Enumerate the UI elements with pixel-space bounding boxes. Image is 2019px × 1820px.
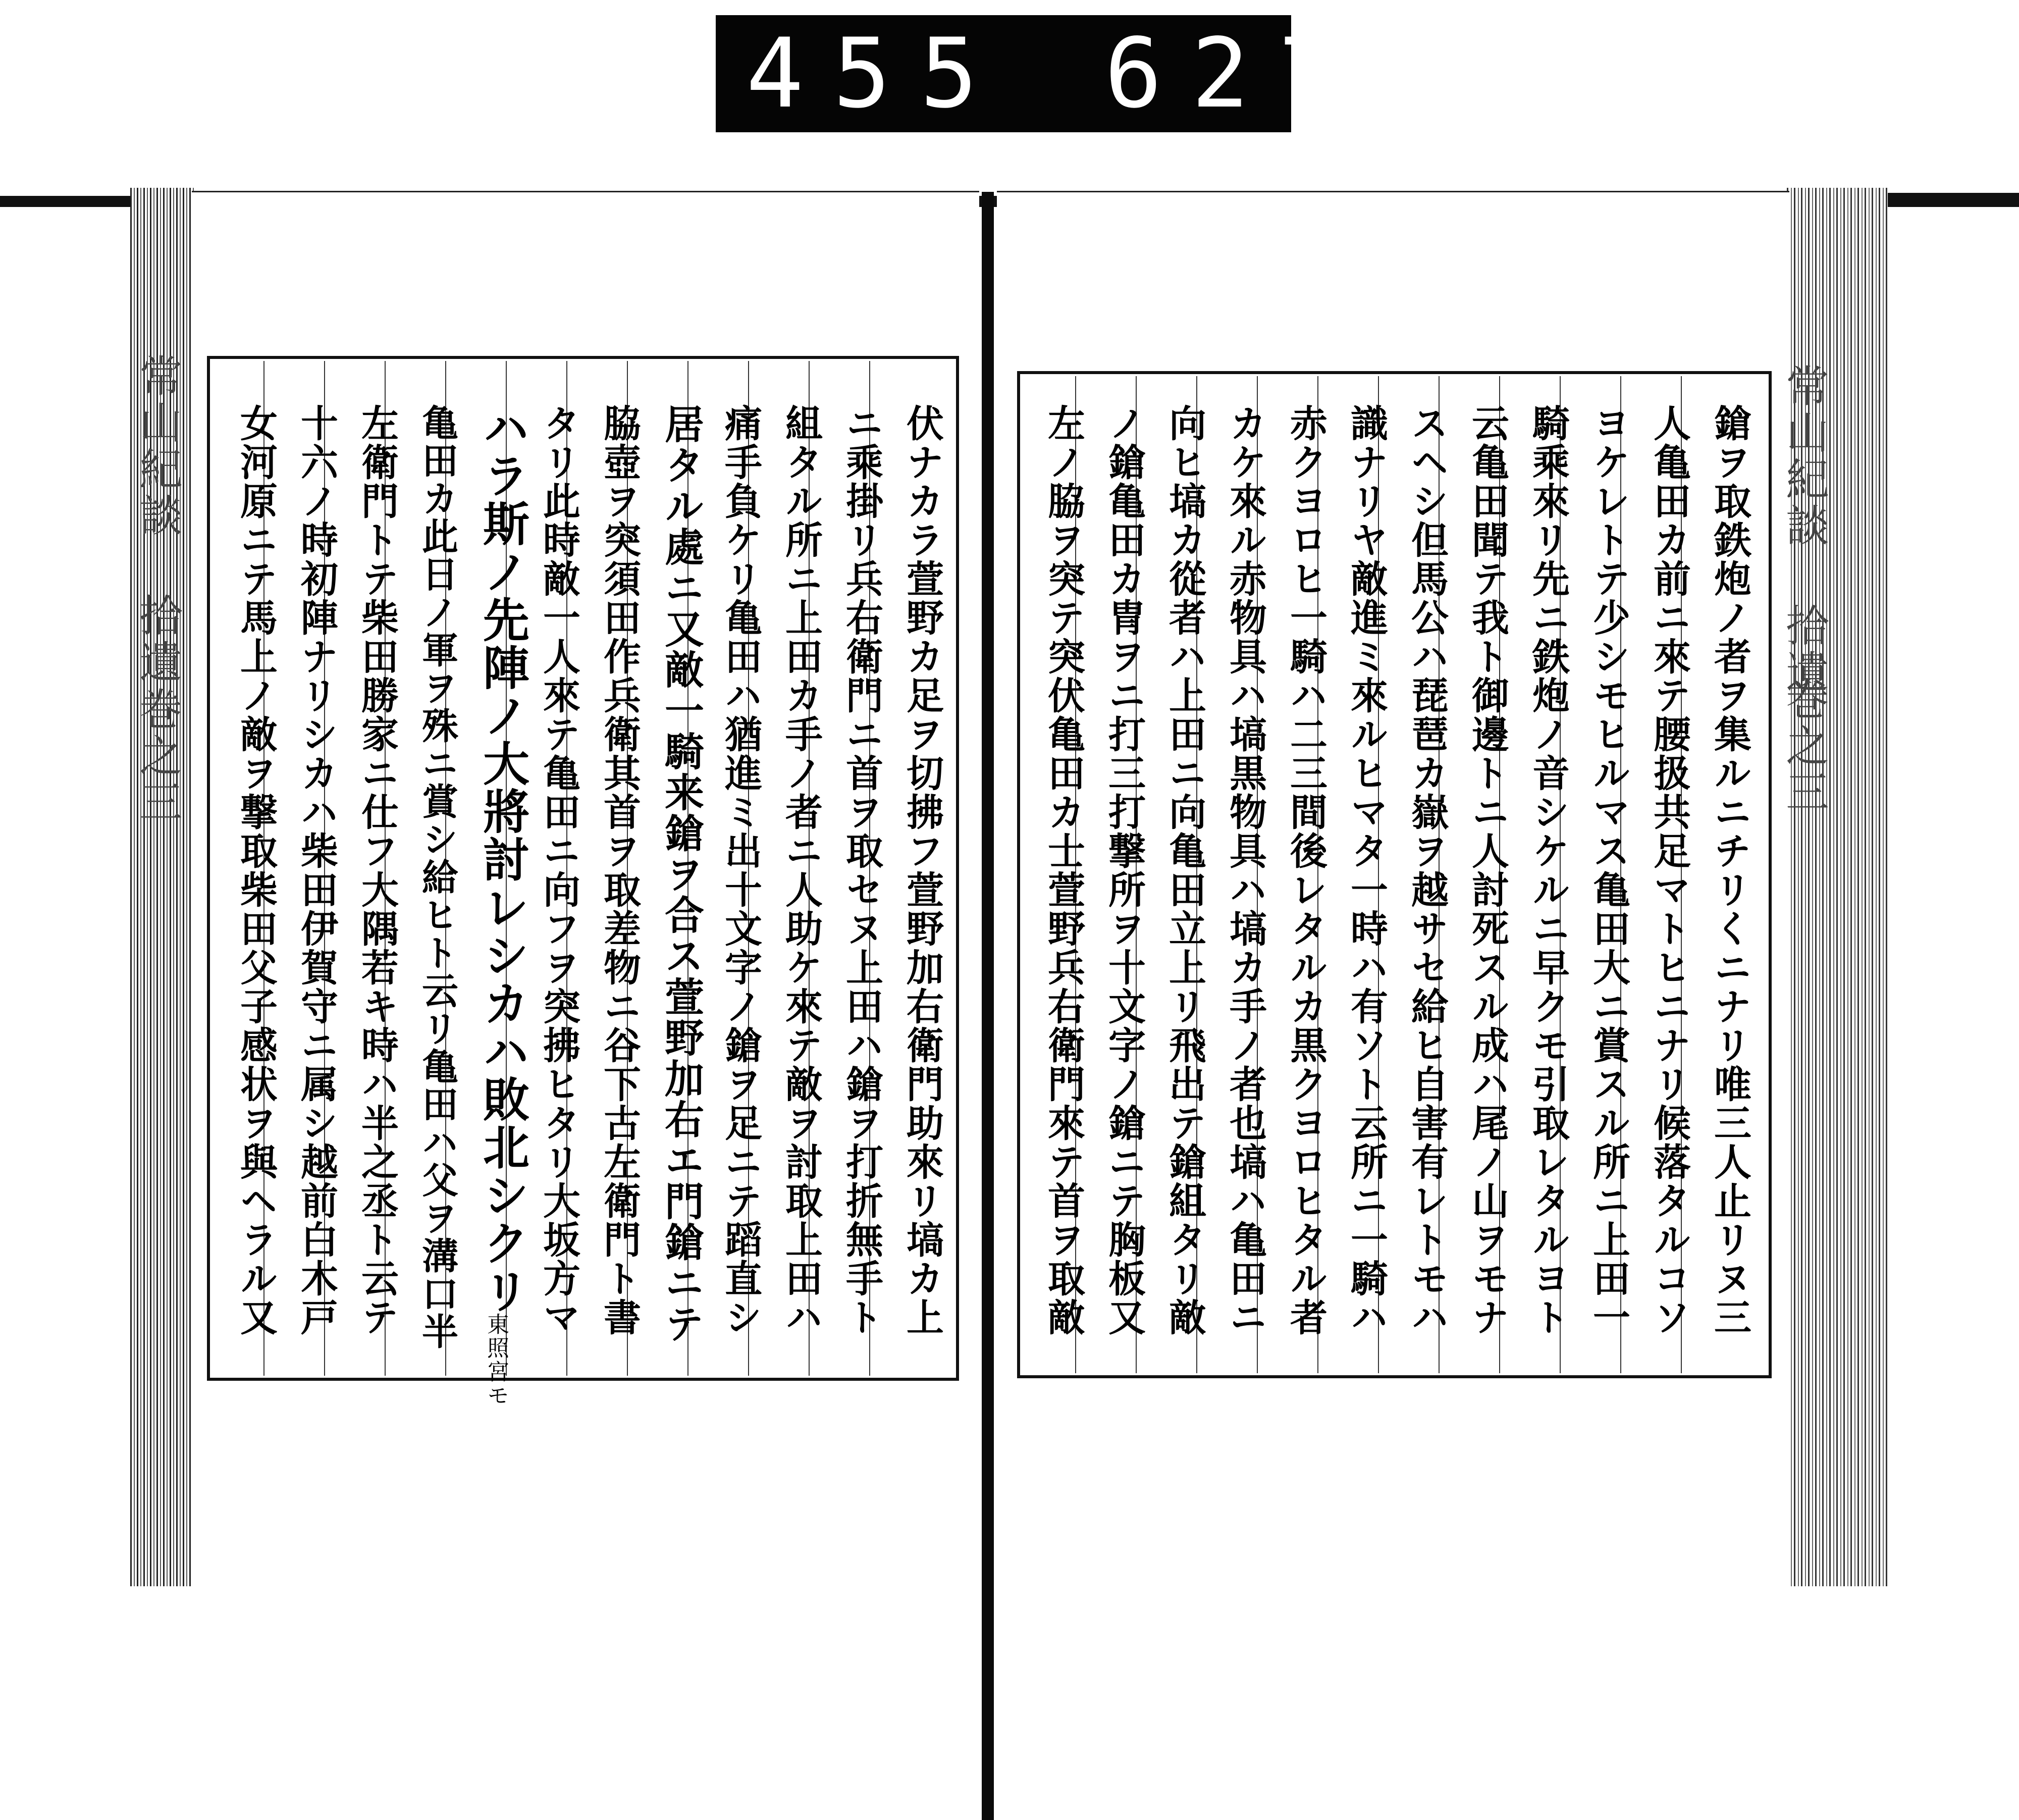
right-text-column: 赤クヨロヒ一騎ハ二三間後レタルカ黒クヨロヒタル者 — [1284, 404, 1327, 1337]
left-text-column: 脇壺ヲ突須田作兵衛其首ヲ取差物ニ谷下古左衛門ト書 — [598, 404, 641, 1337]
right-text-column: 左ノ脇ヲ突テ突伏亀田カ士萱野兵右衛門來テ首ヲ取敵 — [1042, 404, 1085, 1337]
right-text-column: 云亀田聞テ我ト御邊トニ人討死スル成ハ尾ノ山ヲモナ — [1466, 404, 1509, 1337]
book-gutter — [982, 192, 994, 1820]
left-text-column: 組タル所ニ上田カ手ノ者ニ人助ケ來テ敵ヲ討取上田ハ — [779, 404, 823, 1337]
right-text-column: 識ナリヤ敵進ミ來ルヒマタ一時ハ有ソト云所ニ一騎ハ — [1345, 404, 1388, 1337]
left-inline-note: 東照宮モ — [483, 1313, 509, 1408]
right-text-column: スヘシ但馬公ハ琵琶カ嶽ヲ越サセ給ヒ自害有レトモハ — [1405, 404, 1449, 1337]
left-text-column: 女河原ニテ馬上ノ敵ヲ撃取柴田父子感状ヲ與ヘラル又 — [234, 404, 278, 1337]
right-hashira-title: 常山紀談 拾遺 — [1778, 363, 1829, 696]
right-text-column: 向ヒ塙カ從者ハ上田ニ向亀田立上リ飛出テ鎗組タリ敵 — [1163, 404, 1206, 1337]
left-text-column: 伏ナカラ萱野カ足ヲ切拂フ萱野加右衛門助來リ塙カ上 — [900, 404, 944, 1337]
left-text-column: タリ此時敵一人來テ亀田ニ向フヲ突拂ヒタリ大坂方マ — [537, 404, 580, 1337]
call-number-label — [716, 15, 1453, 132]
right-text-column: ノ鎗亀田カ冑ヲニ打三打撃所ヲ十文字ノ鎗ニテ胸板又 — [1102, 404, 1146, 1337]
right-text-column: 鎗ヲ取鉄炮ノ者ヲ集ルニチリくニナリ唯三人止リヌ三 — [1708, 404, 1751, 1337]
left-hashira-volume: 巻之三 — [132, 687, 182, 826]
label-number-left: 455 — [746, 18, 1007, 129]
left-text-column: 亀田カ此日ノ軍ヲ殊ニ賞シ給ヒト云リ亀田ハ父ヲ溝口半 — [416, 404, 459, 1350]
right-text-column: ヨケレトテ少シモヒルマス亀田大ニ賞スル所ニ上田一 — [1587, 404, 1630, 1337]
left-text-column: ハラ斯ノ先陣ノ大將討レシカハ敗北シクリ — [475, 404, 530, 1315]
left-text-column: 左衛門トテ柴田勝家ニ仕フ大隅若キ時ハ半之丞ト云テ — [355, 404, 399, 1337]
right-text-column: 人亀田カ前ニ來テ腰扱共足マトヒニナリ候落タルコソ — [1648, 404, 1691, 1337]
left-hashira-title: 常山紀談 拾遺 — [132, 353, 182, 686]
right-text-column: 騎乘來リ先ニ鉄炮ノ音シケルニ早クモ引取レタルヨト — [1526, 404, 1570, 1337]
right-text-column: カケ來ル赤物具ハ塙黒物具ハ塙カ手ノ者也塙ハ亀田ニ — [1224, 404, 1267, 1337]
left-text-column: ニ乘掛リ兵右衛門ニ首ヲ取セヌ上田ハ鎗ヲ打折無手ト — [840, 404, 883, 1337]
left-text-column: 居タル處ニ又敵一騎来鎗ヲ合ス萱野加右エ門鎗ニテ — [658, 404, 704, 1344]
right-hashira-volume: 巻之三 — [1778, 677, 1829, 816]
label-number-right: 627. — [1104, 18, 1453, 129]
left-text-column: 痛手負ケリ亀田ハ猶進ミ出十文字ノ鎗ヲ足ニテ蹈直シ — [719, 404, 762, 1337]
left-text-column: 十六ノ時初陣ナリシカハ柴田伊賀守ニ属シ越前白木戸 — [295, 404, 338, 1337]
